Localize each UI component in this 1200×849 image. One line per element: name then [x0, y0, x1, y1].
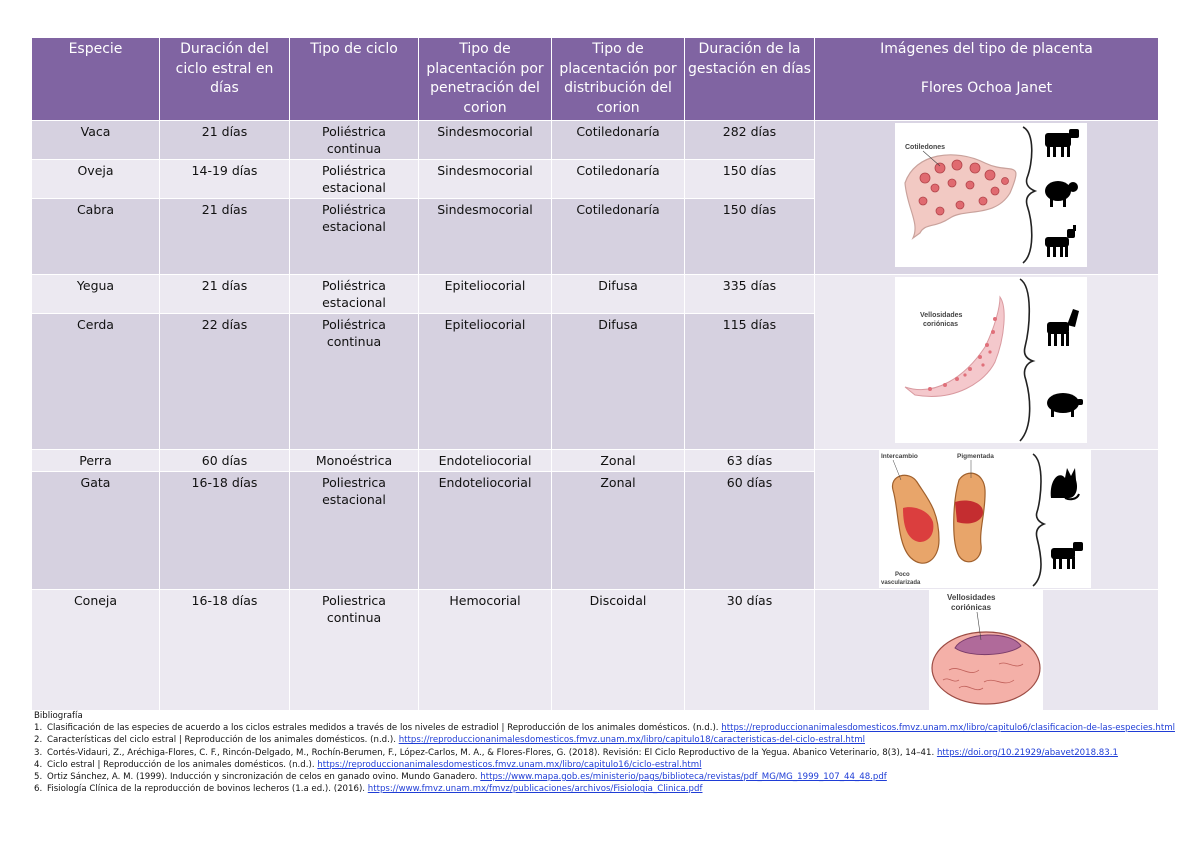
pigmentada-label: Pigmentada [957, 453, 994, 460]
bibliography-entry: 3. Cortés-Vidauri, Z., Aréchiga-Flores, C. F., Rincón-Delgado, M., Rochín-Berumen, F., López-Carlos, M. A., & Flores-Flores, G. (2018). Revisión: El Ciclo Reproductivo de la Yegua. Abanico Veterinario, 8(3), 14–41. https://doi.org/10.21929/abavet2018.83.1 [34, 747, 1118, 758]
bibliography [34, 710, 1174, 795]
bibliography-entry: 1. Clasificación de las especies de acuerdo a los ciclos estrales medidos a través de los niveles de estradiol | Reproducción de los animales domésticos. (n.d.). https://reproduccionanimalesdomesticos.fmvz.unam.mx/libro/capitulo6/clasificacion-de-las-especies.html [34, 723, 1175, 734]
table-row [32, 275, 1159, 314]
cell-tipo-ciclo: Poliéstrica estacional [290, 199, 419, 275]
bibliography-list [34, 722, 1174, 795]
sheep-icon [1045, 181, 1078, 207]
table-row [32, 121, 1159, 160]
zonal-placenta-image [879, 450, 1091, 588]
cell-distribucion: Zonal [552, 450, 685, 472]
header-duracion-ciclo: Duración del ciclo estral en días [160, 38, 290, 121]
vellosidades2-label-1: Vellosidades [947, 593, 996, 602]
zonal-placenta-svg [879, 450, 1091, 588]
bibliography-entry: 6. Fisiología Clínica de la reproducción de bovinos lecheros (1.a ed.). (2016). https://www.fmvz.unam.mx/fmvz/publicaciones/archivos/Fisiologia_Clinica.pdf [34, 784, 703, 795]
cell-tipo-ciclo: Poliéstrica estacional [290, 160, 419, 199]
cell-gestacion: 60 días [685, 472, 815, 590]
cell-gestacion: 63 días [685, 450, 815, 472]
cell-duracion-ciclo: 16-18 días [160, 590, 290, 711]
cell-gestacion: 282 días [685, 121, 815, 160]
cell-gestacion: 335 días [685, 275, 815, 314]
cell-tipo-ciclo: Poliéstrica estacional [290, 275, 419, 314]
header-placentacion-distribucion: Tipo de placentación por distribución del corion [552, 38, 685, 121]
cell-duracion-ciclo: 21 días [160, 121, 290, 160]
vellosidades-label-1: Vellosidades [920, 312, 963, 319]
header-imagenes [815, 38, 1159, 121]
cell-especie: Cerda [32, 314, 160, 450]
cat-icon [1051, 468, 1079, 499]
vellosidades2-label-2: coriónicas [951, 603, 992, 612]
goat-icon [1045, 225, 1076, 257]
cell-especie: Vaca [32, 121, 160, 160]
image-cell-zonal [815, 450, 1159, 590]
header-author: Flores Ochoa Janet [920, 79, 1053, 96]
cell-distribucion: Cotiledonaría [552, 160, 685, 199]
image-cell-discoidal [815, 590, 1159, 711]
cell-distribucion: Difusa [552, 275, 685, 314]
poco-label-1: Poco [895, 572, 910, 578]
cell-tipo-ciclo: Poliestrica continua [290, 590, 419, 711]
cell-tipo-ciclo: Monoéstrica [290, 450, 419, 472]
pig-icon [1047, 393, 1083, 417]
discoidal-placenta-image [929, 590, 1043, 711]
cell-especie: Perra [32, 450, 160, 472]
poco-label-2: vascularizada [881, 580, 921, 586]
intercambio-label: Intercambio [881, 453, 918, 460]
cell-duracion-ciclo: 16-18 días [160, 472, 290, 590]
cell-especie: Coneja [32, 590, 160, 711]
cell-especie: Cabra [32, 199, 160, 275]
header-imagenes-title: Imágenes del tipo de placenta [880, 41, 1093, 57]
bibliography-link[interactable]: https://reproduccionanimalesdomesticos.fmvz.unam.mx/libro/capitulo6/clasificacion-de-las-especies.html [721, 723, 1175, 734]
cell-duracion-ciclo: 21 días [160, 199, 290, 275]
cell-penetracion: Epiteliocorial [419, 275, 552, 314]
cell-distribucion: Discoidal [552, 590, 685, 711]
cell-especie: Yegua [32, 275, 160, 314]
bibliography-link[interactable]: https://reproduccionanimalesdomesticos.fmvz.unam.mx/libro/capitulo16/ciclo-estral.html [317, 759, 702, 770]
header-duracion-gestacion: Duración de la gestación en días [685, 38, 815, 121]
cell-duracion-ciclo: 22 días [160, 314, 290, 450]
cell-distribucion: Cotiledonaría [552, 199, 685, 275]
cell-duracion-ciclo: 14-19 días [160, 160, 290, 199]
cell-gestacion: 150 días [685, 199, 815, 275]
bibliography-title: Bibliografía [34, 711, 83, 721]
dog-icon [1051, 542, 1083, 569]
table-row [32, 450, 1159, 472]
diffuse-placenta-image [895, 277, 1087, 443]
cell-penetracion: Epiteliocorial [419, 314, 552, 450]
cotyledonary-placenta-image [895, 123, 1087, 267]
cell-gestacion: 150 días [685, 160, 815, 199]
header-especie: Especie [32, 38, 160, 121]
cell-penetracion: Sindesmocorial [419, 121, 552, 160]
cotyledonary-placenta-svg [895, 123, 1087, 267]
bibliography-link[interactable]: https://www.mapa.gob.es/ministerio/pags/biblioteca/revistas/pdf_MG/MG_1999_107_44_48.pdf [480, 772, 887, 783]
cell-tipo-ciclo: Poliéstrica continua [290, 314, 419, 450]
image-cell-difusa [815, 275, 1159, 450]
cell-especie: Gata [32, 472, 160, 590]
cell-penetracion: Endoteliocorial [419, 472, 552, 590]
cell-tipo-ciclo: Poliéstrica continua [290, 121, 419, 160]
cell-distribucion: Cotiledonaría [552, 121, 685, 160]
cell-penetracion: Sindesmocorial [419, 199, 552, 275]
placentation-table [31, 37, 1159, 711]
diffuse-placenta-svg [895, 277, 1087, 443]
bibliography-link[interactable]: https://reproduccionanimalesdomesticos.fmvz.unam.mx/libro/capitulo18/caracteristicas-del-ciclo-estral.html [398, 735, 866, 746]
horse-icon [1047, 309, 1079, 346]
discoidal-placenta-svg [929, 590, 1043, 711]
bibliography-entry: 4. Ciclo estral | Reproducción de los animales domésticos. (n.d.). https://reproduccionanimalesdomesticos.fmvz.unam.mx/libro/capitulo16/ciclo-estral.html [34, 759, 702, 770]
cell-distribucion: Zonal [552, 472, 685, 590]
header-placentacion-penetracion: Tipo de placentación por penetración del corion [419, 38, 552, 121]
bibliography-entry: 2. Características del ciclo estral | Reproducción de los animales domésticos. (n.d.). https://reproduccionanimalesdomesticos.fmvz.unam.mx/libro/capitulo18/caracteristicas-del-ciclo-estral.html [34, 735, 866, 746]
cell-gestacion: 115 días [685, 314, 815, 450]
cell-penetracion: Endoteliocorial [419, 450, 552, 472]
cell-gestacion: 30 días [685, 590, 815, 711]
bibliography-entry: 5. Ortiz Sánchez, A. M. (1999). Inducción y sincronización de celos en ganado ovino. Mundo Ganadero. https://www.mapa.gob.es/ministerio/pags/biblioteca/revistas/pdf_MG/MG_1999_107_44_48.pdf [34, 772, 887, 783]
header-row [32, 38, 1159, 121]
cow-icon [1045, 129, 1079, 157]
bibliography-link[interactable]: https://www.fmvz.unam.mx/fmvz/publicaciones/archivos/Fisiologia_Clinica.pdf [367, 784, 703, 795]
image-cell-cotiledonaria [815, 121, 1159, 275]
bibliography-link[interactable]: https://doi.org/10.21929/abavet2018.83.1 [936, 747, 1118, 758]
cell-penetracion: Sindesmocorial [419, 160, 552, 199]
cotiledones-label: Cotiledones [905, 144, 946, 151]
cell-distribucion: Difusa [552, 314, 685, 450]
cell-tipo-ciclo: Poliestrica estacional [290, 472, 419, 590]
vellosidades-label-2: coriónicas [923, 321, 959, 328]
cell-duracion-ciclo: 21 días [160, 275, 290, 314]
cell-duracion-ciclo: 60 días [160, 450, 290, 472]
header-tipo-ciclo: Tipo de ciclo [290, 38, 419, 121]
table-row [32, 590, 1159, 711]
cell-penetracion: Hemocorial [419, 590, 552, 711]
cell-especie: Oveja [32, 160, 160, 199]
